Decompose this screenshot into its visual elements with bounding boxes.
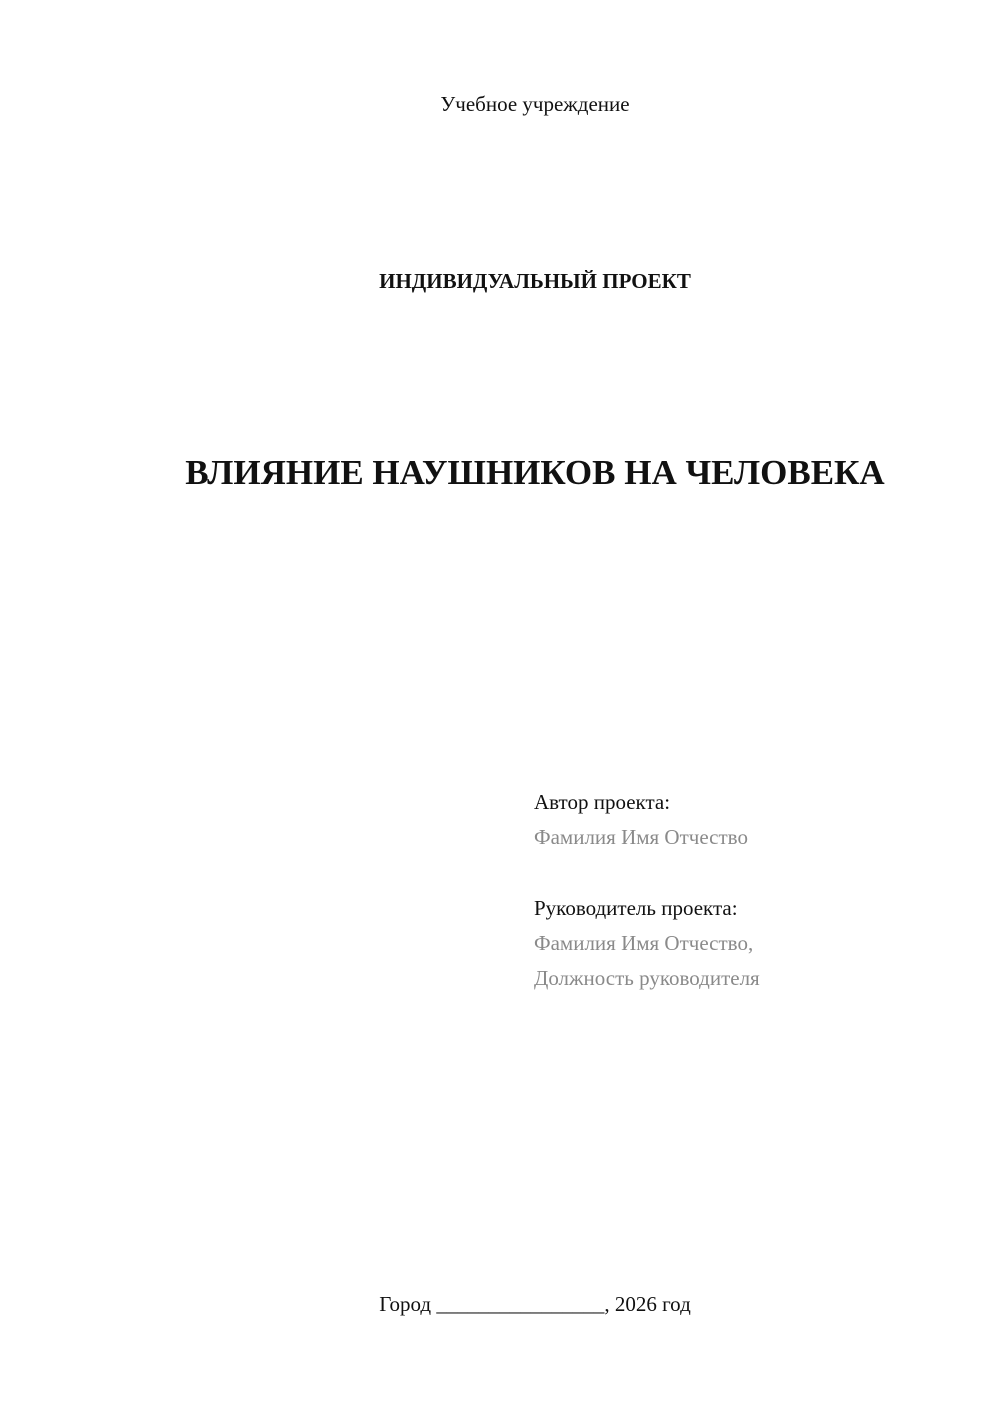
project-type-heading: ИНДИВИДУАЛЬНЫЙ ПРОЕКТ	[379, 269, 691, 293]
supervisor-block	[534, 891, 974, 996]
supervisor-label: Руководитель проекта:	[534, 896, 738, 920]
supervisor-position-placeholder: Должность руководителя	[534, 966, 760, 990]
project-title: ВЛИЯНИЕ НАУШНИКОВ НА ЧЕЛОВЕКА	[185, 453, 885, 492]
author-name-placeholder: Фамилия Имя Отчество	[534, 825, 748, 849]
city-year-line: Город ________________, 2026 год	[379, 1292, 691, 1316]
institution-name: Учебное учреждение	[440, 92, 630, 116]
author-label: Автор проекта:	[534, 790, 671, 814]
supervisor-name-placeholder: Фамилия Имя Отчество,	[534, 931, 754, 955]
author-block	[534, 785, 974, 855]
